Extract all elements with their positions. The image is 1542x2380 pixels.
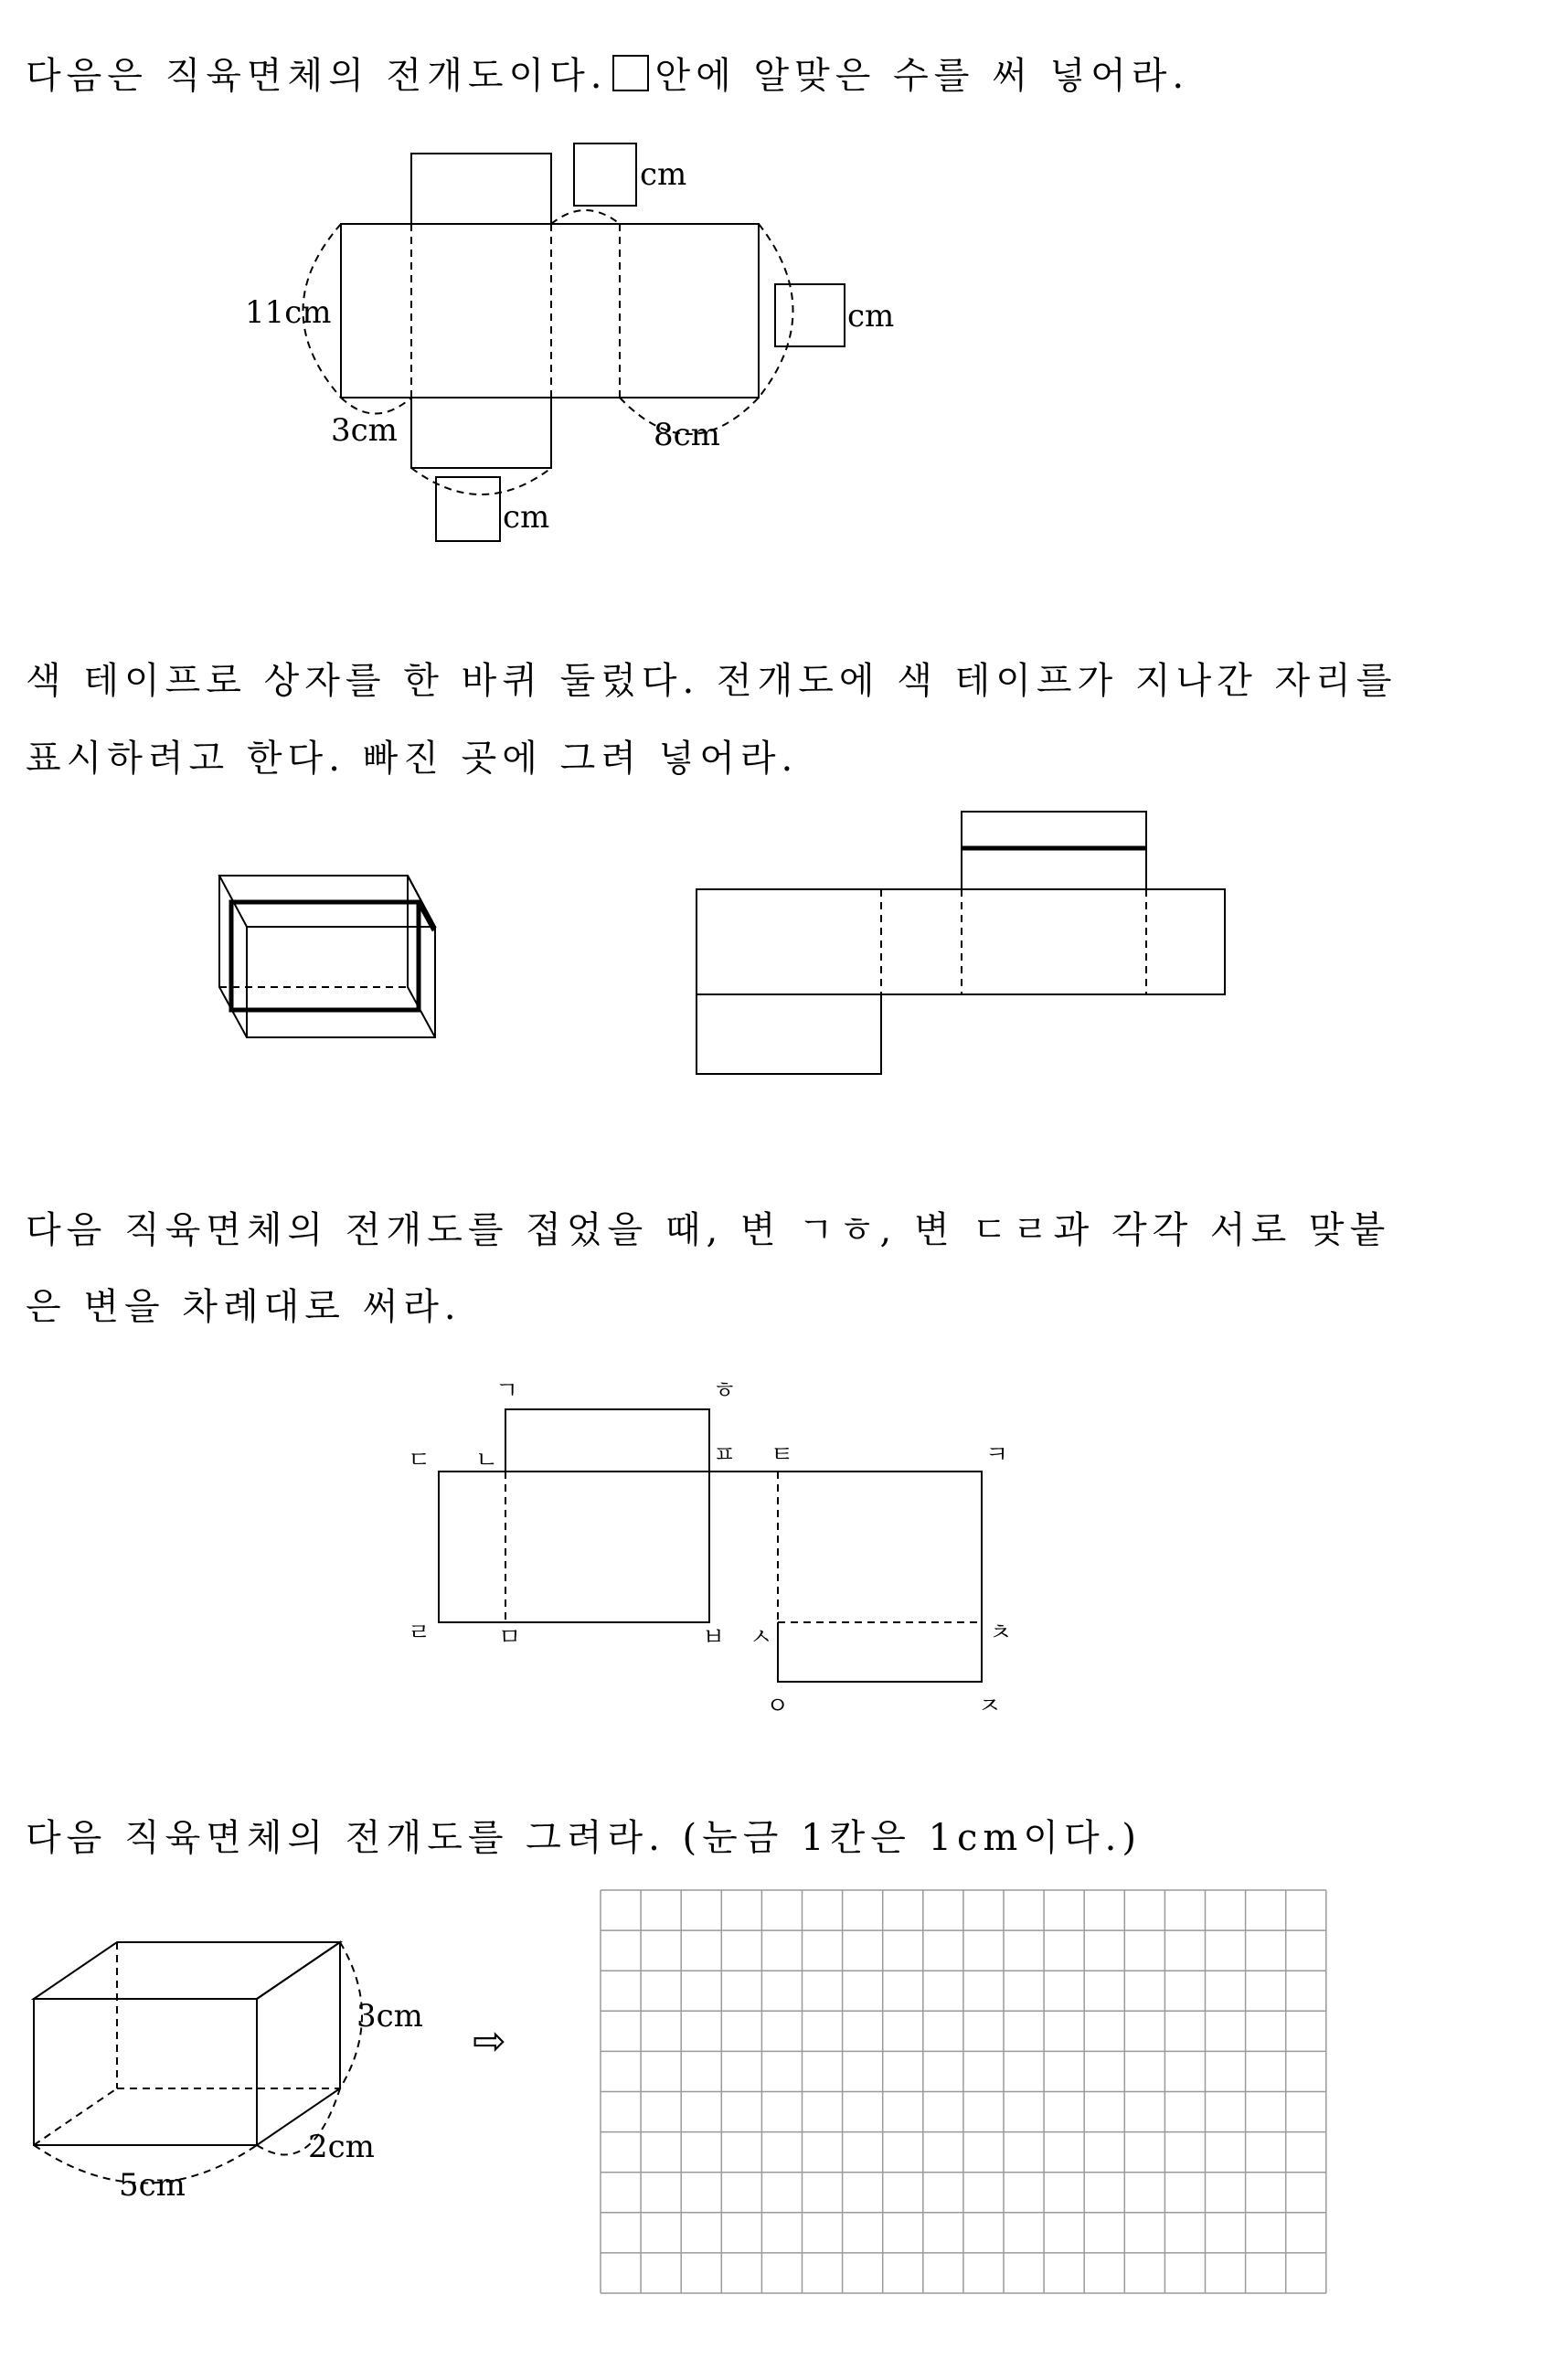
- q1-arc-width: [341, 398, 411, 414]
- q4-prompt: 다음 직육면체의 전개도를 그려라. (눈금 1칸은 1cm이다.): [26, 1817, 1142, 1859]
- q1-net: [245, 143, 894, 541]
- vertex-label-siot: ㅅ: [750, 1624, 773, 1652]
- q3-net: [408, 1377, 1012, 1720]
- q1-net-bottom-face: [411, 398, 551, 468]
- vertex-label-ieung: ㅇ: [766, 1693, 790, 1720]
- q1-label-unit-right: cm: [847, 298, 895, 335]
- q1-arc-bottom: [411, 468, 551, 494]
- vertex-label-giyeok: ㄱ: [495, 1377, 519, 1405]
- q1-answer-box-top[interactable]: [574, 143, 636, 206]
- vertex-label-jieut: ㅈ: [978, 1693, 1002, 1720]
- q3-prompt-line1: 다음 직육면체의 전개도를 접었을 때, 변 ㄱㅎ, 변 ㄷㄹ과 각각 서로 맞붙: [26, 1209, 1391, 1251]
- vertex-label-nieun: ㄴ: [475, 1447, 499, 1474]
- q1-arc-top: [551, 210, 620, 224]
- vertex-label-bieup: ㅂ: [702, 1624, 726, 1652]
- q1-net-left-face: [341, 224, 411, 398]
- q1-net-right-faces: [551, 224, 759, 398]
- q2-net: [697, 812, 1225, 1074]
- q2-prompt-line1: 색 테이프로 상자를 한 바퀴 둘렀다. 전개도에 색 테이프가 지나간 자리를: [26, 660, 1398, 702]
- q4-label-width: 5cm: [119, 2167, 186, 2204]
- vertex-label-chieut: ㅊ: [989, 1620, 1013, 1647]
- q1-answer-box-right[interactable]: [775, 284, 845, 346]
- vertex-label-tieut: ㅌ: [771, 1441, 794, 1469]
- vertex-label-mieum: ㅁ: [498, 1624, 522, 1652]
- q1-prompt-pre: 다음은 직육면체의 전개도이다.: [26, 55, 608, 97]
- q1-label-width: 3cm: [331, 412, 398, 449]
- vertex-label-digeut: ㄷ: [408, 1447, 431, 1474]
- q2-net-bottom-face: [697, 994, 881, 1074]
- q1-prompt-post: 안에 알맞은 수를 써 넣어라.: [654, 55, 1190, 97]
- vertex-label-rieul: ㄹ: [408, 1620, 431, 1647]
- q1-net-top-face: [411, 154, 551, 224]
- right-arrow-icon: ⇨: [473, 2018, 506, 2065]
- vertex-label-pieup: ㅍ: [713, 1441, 737, 1469]
- q2-box: [219, 876, 435, 1037]
- vertex-label-hieut: ㅎ: [713, 1377, 737, 1405]
- q1-label-depth: 8cm: [654, 417, 720, 453]
- q4-label-height: 3cm: [356, 1998, 423, 2035]
- q2-prompt-line2: 표시하려고 한다. 빠진 곳에 그려 넣어라.: [26, 738, 799, 780]
- vertex-label-kieuk: ㅋ: [985, 1441, 1009, 1469]
- q4-drawing-grid[interactable]: [601, 1890, 1326, 2293]
- q1-label-unit-top: cm: [640, 156, 687, 193]
- q4-cuboid: [34, 1942, 423, 2204]
- q4-label-depth: 2cm: [308, 2129, 375, 2165]
- q3-prompt-line2: 은 변을 차례대로 써라.: [26, 1286, 462, 1328]
- q1-label-unit-bottom: cm: [503, 499, 550, 536]
- q1-label-height: 11cm: [245, 294, 332, 331]
